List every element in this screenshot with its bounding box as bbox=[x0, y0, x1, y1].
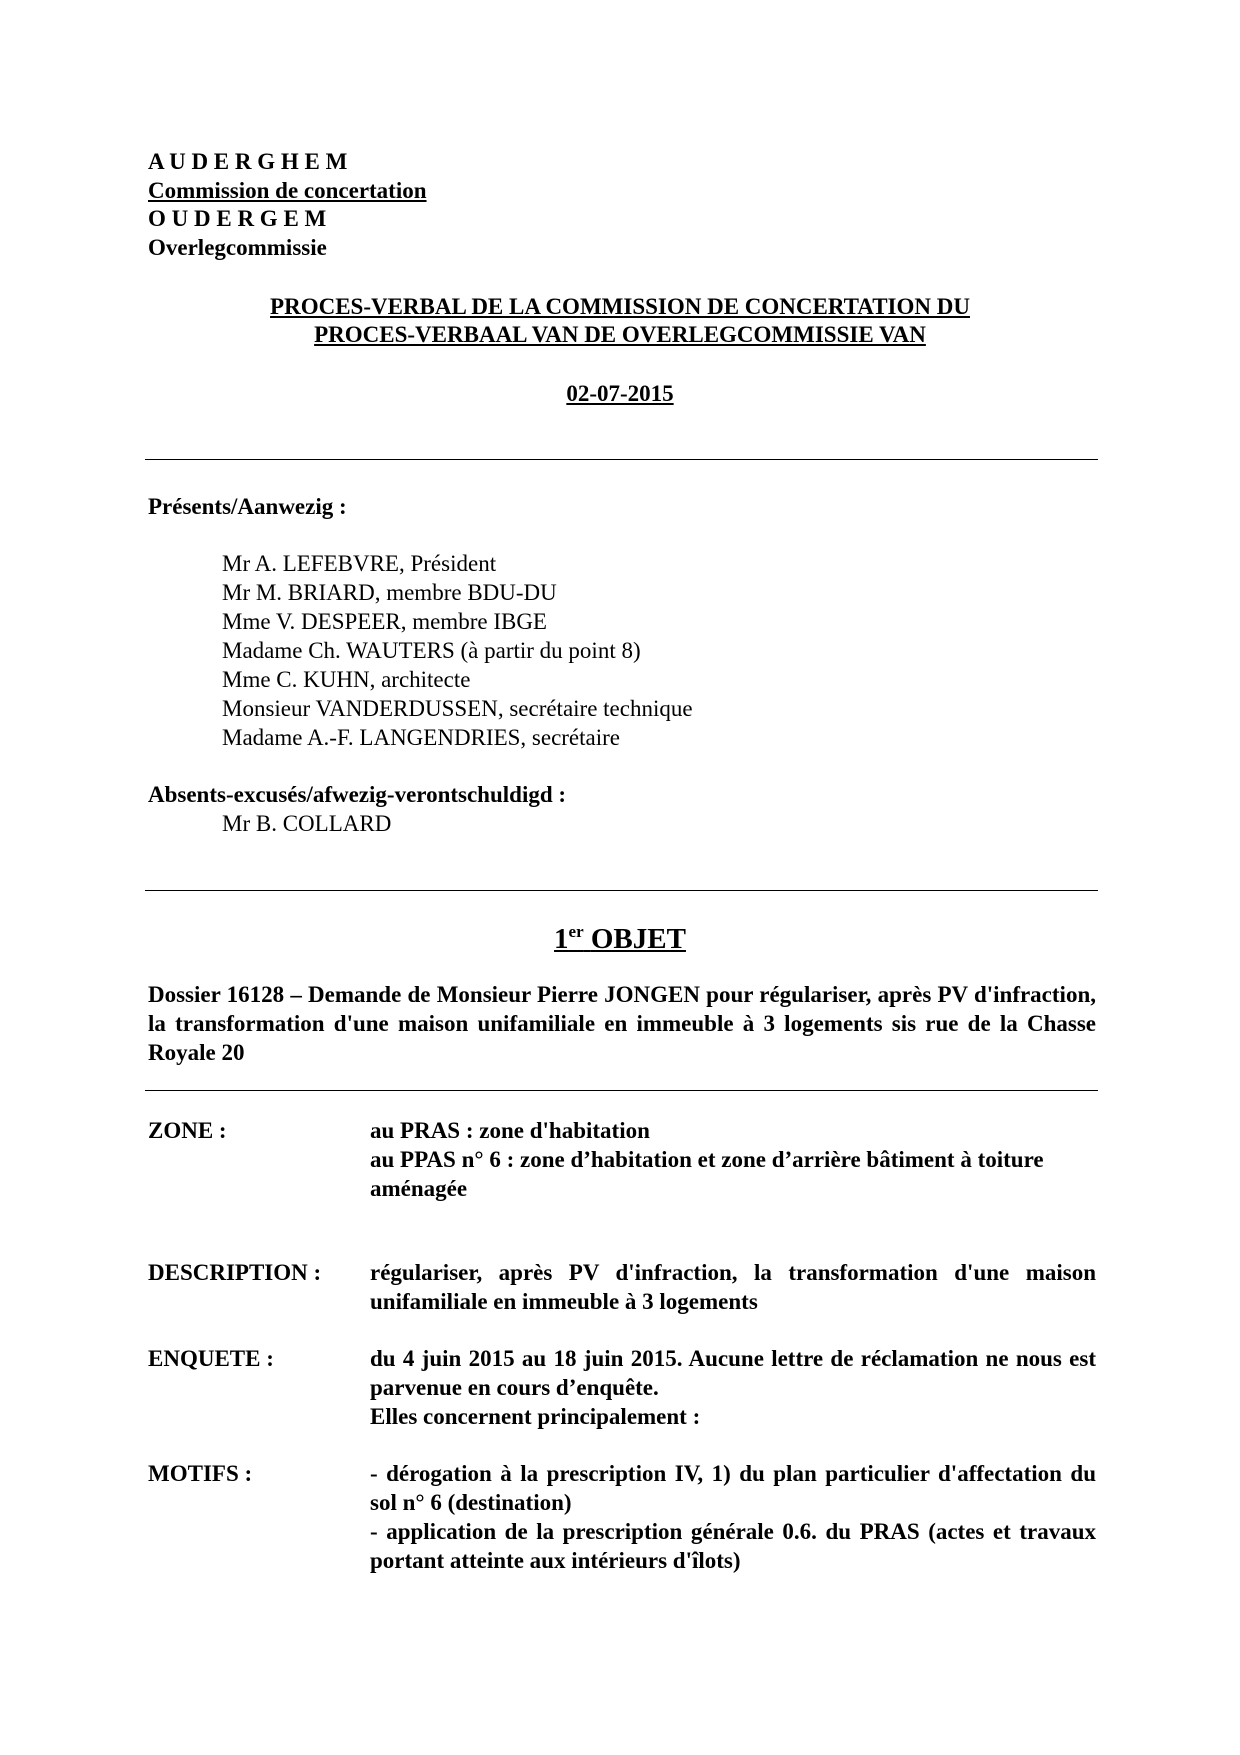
municipality-name-nl: O U D E R G E M bbox=[148, 206, 327, 231]
zone-label: ZONE : bbox=[148, 1118, 227, 1143]
objet-heading bbox=[0, 922, 1240, 956]
objet-number: 1 bbox=[554, 923, 569, 955]
zone-pras: au PRAS : zone d'habitation bbox=[370, 1118, 650, 1143]
present-person: Monsieur VANDERDUSSEN, secrétaire technique bbox=[222, 696, 693, 721]
motifs-label: MOTIFS : bbox=[148, 1461, 253, 1486]
divider bbox=[145, 890, 1098, 891]
present-person: Mr A. LEFEBVRE, Président bbox=[222, 551, 497, 576]
municipality-name-fr: A U D E R G H E M bbox=[148, 149, 348, 174]
enquete-period: du 4 juin 2015 au 18 juin 2015. Aucune lettre de réclamation ne nous est parvenue en cours d’enquête. bbox=[370, 1346, 1096, 1400]
present-person: Mme V. DESPEER, membre IBGE bbox=[222, 609, 547, 634]
description-value: régulariser, après PV d'infraction, la transformation d'une maison unifamiliale en immeuble à 3 logements bbox=[370, 1260, 1096, 1314]
zone-ppas: au PPAS n° 6 : zone d’habitation et zone d’arrière bâtiment à toiture aménagée bbox=[370, 1147, 1044, 1201]
present-person: Mme C. KUHN, architecte bbox=[222, 667, 471, 692]
motif-item: - application de la prescription générale 0.6. du PRAS (actes et travaux portant atteinte aux intérieurs d'îlots) bbox=[370, 1519, 1096, 1573]
enquete-label: ENQUETE : bbox=[148, 1346, 274, 1371]
commission-name-nl: Overlegcommissie bbox=[148, 235, 327, 260]
motif-item: - dérogation à la prescription IV, 1) du plan particulier d'affectation du sol n° 6 (destination) bbox=[370, 1461, 1096, 1515]
title-nl: PROCES-VERBAAL VAN DE OVERLEGCOMMISSIE VAN bbox=[314, 322, 926, 347]
description-label: DESCRIPTION : bbox=[148, 1260, 322, 1285]
absent-person: Mr B. COLLARD bbox=[222, 811, 392, 836]
motifs-value bbox=[370, 1459, 1096, 1575]
title-fr: PROCES-VERBAL DE LA COMMISSION DE CONCERTATION DU bbox=[270, 294, 970, 319]
present-person: Madame A.-F. LANGENDRIES, secrétaire bbox=[222, 725, 620, 750]
enquete-concerns: Elles concernent principalement : bbox=[370, 1404, 701, 1429]
present-person: Mr M. BRIARD, membre BDU-DU bbox=[222, 580, 557, 605]
objet-word: OBJET bbox=[590, 923, 686, 955]
present-person: Madame Ch. WAUTERS (à partir du point 8) bbox=[222, 638, 641, 663]
enquete-value bbox=[370, 1344, 1096, 1431]
objet-number-suffix: er bbox=[568, 922, 584, 941]
divider bbox=[145, 459, 1098, 460]
absents-label: Absents-excusés/afwezig-verontschuldigd : bbox=[148, 782, 567, 807]
meeting-date: 02-07-2015 bbox=[566, 381, 674, 406]
zone-value bbox=[370, 1116, 1096, 1203]
divider bbox=[145, 1090, 1098, 1091]
dossier-description: Dossier 16128 – Demande de Monsieur Pierre JONGEN pour régulariser, après PV d'infraction, la transformation d'une maison unifamiliale en immeuble à 3 logements sis rue de la Chasse Royale 20 bbox=[148, 982, 1096, 1065]
presents-label: Présents/Aanwezig : bbox=[148, 494, 347, 519]
commission-name-fr: Commission de concertation bbox=[148, 178, 427, 203]
